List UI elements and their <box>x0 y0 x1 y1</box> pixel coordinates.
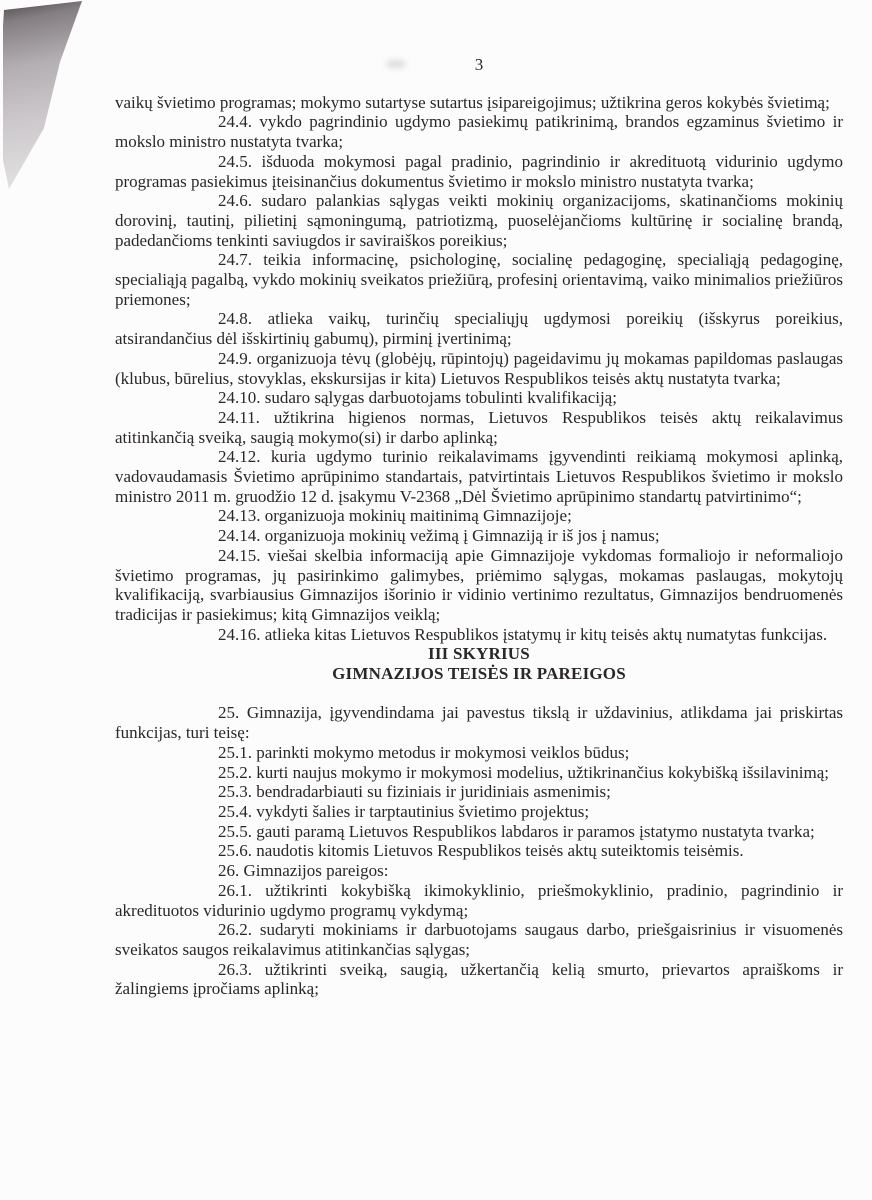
paragraph: 24.7. teikia informacinę, psichologinę, socialinę pedagoginę, specialiąją pedagoginę, specialiąją pagalbą, vykdo mokinių sveikatos priežiūrą, profesinį orientavimą, vaiko minimalios priežiūros priemones; <box>115 250 843 309</box>
section-heading <box>115 644 843 683</box>
section-functions-continued <box>115 93 843 645</box>
paragraph: 24.4. vykdo pagrindinio ugdymo pasiekimų patikrinimą, brandos egzaminus švietimo ir mokslo ministro nustatyta tvarka; <box>115 112 843 152</box>
paragraph: 24.13. organizuoja mokinių maitinimą Gimnazijoje; <box>218 506 572 526</box>
page-number: 3 <box>474 55 484 74</box>
paragraph: 24.8. atlieka vaikų, turinčių specialiųjų ugdymosi poreikių (išskyrus poreikius, atsirandančius dėl išskirtinių gabumų), pirminį įvertinimą; <box>115 309 843 349</box>
paragraph: 24.10. sudaro sąlygas darbuotojams tobulinti kvalifikaciją; <box>218 388 617 408</box>
chapter-title-heading: GIMNAZIJOS TEISĖS IR PAREIGOS <box>332 664 626 684</box>
paragraph: 24.11. užtikrina higienos normas, Lietuvos Respublikos teisės aktų reikalavimus atitinkančią sveiką, saugią mokymo(si) ir darbo aplinką; <box>115 407 843 447</box>
paragraph: 26.1. užtikrinti kokybišką ikimokyklinio, priešmokyklinio, pradinio, pagrindinio ir akredituotos vidurinio ugdymo programų vykdymą; <box>115 880 843 920</box>
paragraph: 24.14. organizuoja mokinių vežimą į Gimnaziją ir iš jos į namus; <box>218 526 660 546</box>
paragraph: vaikų švietimo programas; mokymo sutartyse sutartus įsipareigojimus; užtikrina geros kokybės švietimą; <box>115 92 830 112</box>
paragraph: 26.2. sudaryti mokiniams ir darbuotojams saugaus darbo, priešgaisrinius ir visuomenės sveikatos saugos reikalavimus atitinkančias sąlygas; <box>115 920 843 959</box>
document-body <box>0 93 872 999</box>
paragraph: 24.9. organizuoja tėvų (globėjų, rūpintojų) pageidavimu jų mokamas papildomas paslaugas (klubus, būrelius, stovyklas, ekskursijas ir kita) Lietuvos Respublikos teisės aktų nustatyta tvarka; <box>115 348 843 388</box>
paragraph: 25. Gimnazija, įgyvendindama jai pavestus tikslą ir uždavinius, atlikdama jai priskirtas funkcijas, turi teisę: <box>115 703 843 743</box>
paragraph: 25.4. vykdyti šalies ir tarptautinius švietimo projektus; <box>218 802 590 821</box>
paragraph: 24.12. kuria ugdymo turinio reikalavimams įgyvendinti reikiamą mokymosi aplinką, vadovaudamasis Švietimo aprūpinimo standartais, patvirtintais Lietuvos Respublikos švietimo ir mokslo ministro 2011 m. gruodžio 12 d. įsakymu V-2368 „Dėl Švietimo aprūpinimo standartų patvirtinimo“; <box>115 447 843 506</box>
paragraph: 25.3. bendradarbiauti su fiziniais ir juridiniais asmenimis; <box>218 782 611 802</box>
paragraph: 24.15. viešai skelbia informaciją apie Gimnazijoje vykdomas formaliojo ir neformaliojo švietimo programas, jų pasirinkimo galimybes, priėmimo sąlygas, mokamas paslaugas, mokytojų kvalifikaciją, svarbiausius Gimnazijos išorinio ir vidinio vertinimo rezultatus, Gimnazijos bendruomenės tradicijas ir pasiekimus; kitą Gimnazijos veiklą; <box>115 545 843 624</box>
paragraph: 25.5. gauti paramą Lietuvos Respublikos labdaros ir paramos įstatymo nustatyta tvarka; <box>218 821 815 841</box>
paragraph: 24.5. išduoda mokymosi pagal pradinio, pagrindinio ir akredituotą vidurinio ugdymo programas pasiekimus įteisinančius dokumentus švietimo ir mokslo ministro nustatyta tvarka; <box>115 151 843 191</box>
paragraph: 25.1. parinkti mokymo metodus ir mokymosi veiklos būdus; <box>218 742 630 762</box>
paragraph: 24.6. sudaro palankias sąlygas veikti mokinių organizacijoms, skatinančioms mokinių dorovinį, tautinį, pilietinį sąmoningumą, patriotizmą, puoselėjančioms kultūrinę ir socialinę brandą, padedančioms tenkinti saviugdos ir saviraiškos poreikius; <box>115 191 843 250</box>
paragraph: 26.3. užtikrinti sveiką, saugią, užkertančią kelią smurto, prievartos apraiškoms ir žalingiems įpročiams aplinką; <box>115 959 843 999</box>
section-rights-and-duties <box>115 703 843 999</box>
paragraph: 25.2. kurti naujus mokymo ir mokymosi modelius, užtikrinančius kokybišką išsilavinimą; <box>218 762 830 782</box>
paragraph: 26. Gimnazijos pareigos: <box>218 861 389 881</box>
chapter-number-heading: III SKYRIUS <box>428 644 530 664</box>
scan-smudge <box>386 60 406 68</box>
paragraph: 24.16. atlieka kitas Lietuvos Respublikos įstatymų ir kitų teisės aktų numatytas funkcijas. <box>218 624 828 644</box>
paragraph: 25.6. naudotis kitomis Lietuvos Respublikos teisės aktų suteiktomis teisėmis. <box>218 841 744 861</box>
